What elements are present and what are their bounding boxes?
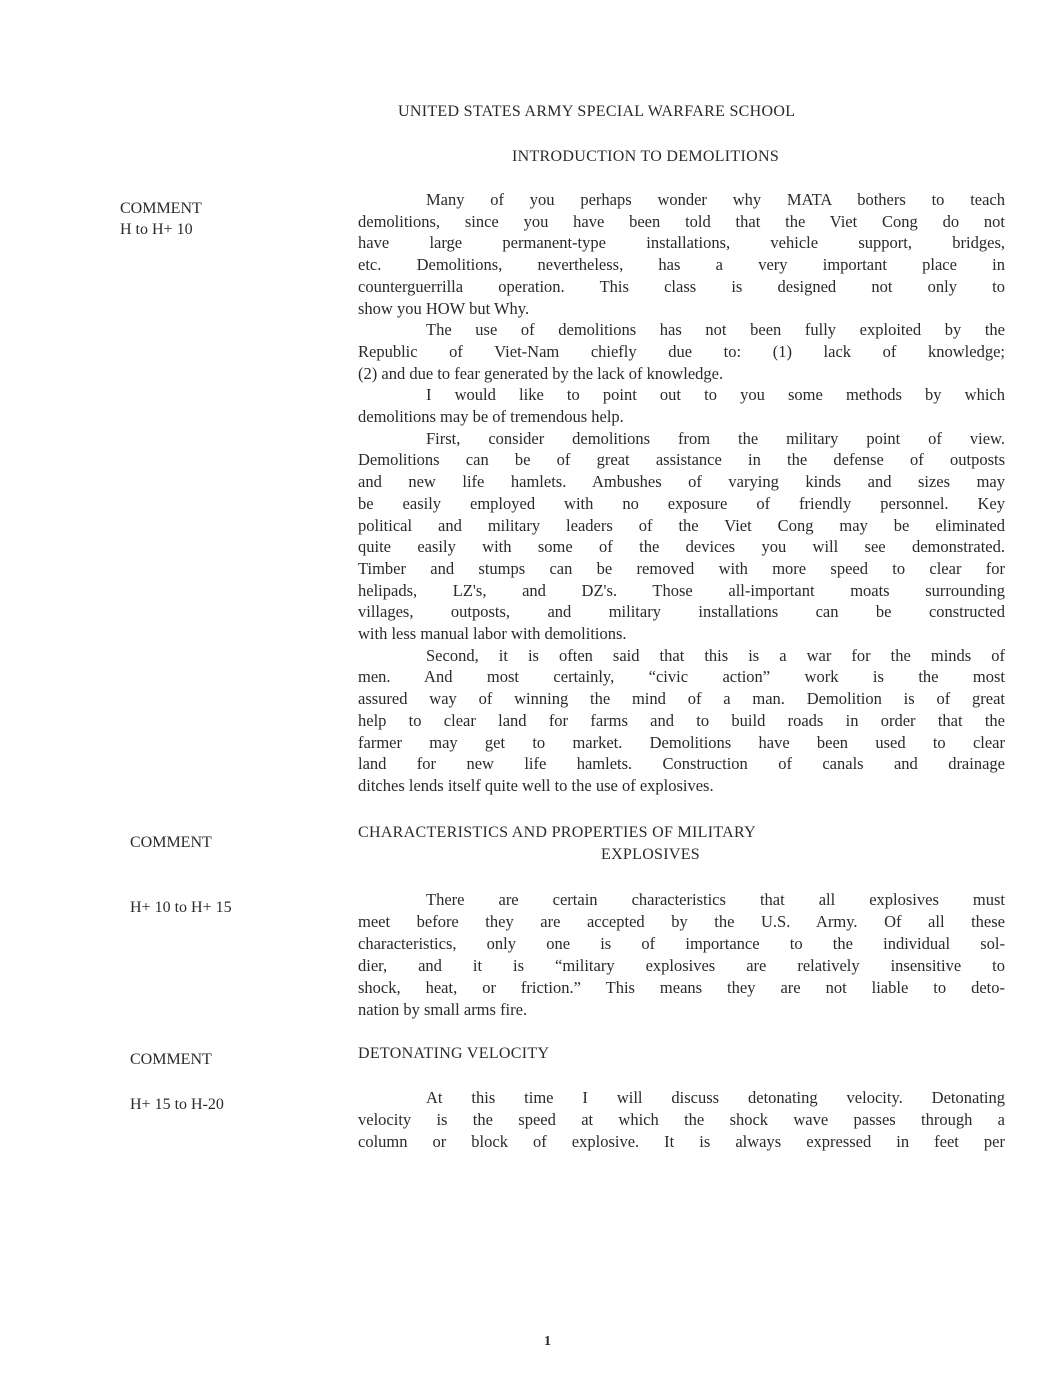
text-line: men. And most certainly, “civic action” work is the most bbox=[358, 667, 1005, 687]
text-line: First, consider demolitions from the military point of view. bbox=[426, 428, 1005, 448]
margin-time-1: H to H+ 10 bbox=[120, 221, 193, 238]
text-line: counterguerrilla operation. This class is designed not only to bbox=[358, 276, 1005, 296]
text-line: help to clear land for farms and to build roads in order that the bbox=[358, 710, 1005, 730]
text-line: political and military leaders of the Viet Cong may be eliminated bbox=[358, 515, 1005, 535]
text-line: Timber and stumps can be removed with more speed to clear for bbox=[358, 558, 1005, 578]
text-line: dier, and it is “military explosives are relatively insensitive to bbox=[358, 956, 1005, 975]
margin-comment-3: COMMENT bbox=[130, 1051, 212, 1068]
margin-time-2: H+ 10 to H+ 15 bbox=[130, 899, 232, 916]
text-line: demolitions may be of tremendous help. bbox=[358, 407, 624, 426]
text-line: I would like to point out to you some methods by which bbox=[426, 385, 1005, 405]
text-line: characteristics, only one is of importance to the individual sol- bbox=[358, 934, 1005, 953]
text-line: nation by small arms fire. bbox=[358, 1000, 528, 1019]
text-line: shock, heat, or friction.” This means they are not liable to deto- bbox=[358, 978, 1005, 997]
text-line: be easily employed with no exposure of friendly personnel. Key bbox=[358, 493, 1005, 513]
margin-comment-2: COMMENT bbox=[130, 834, 212, 851]
text-line: At this time I will discuss detonating velocity. Detonating bbox=[426, 1088, 1005, 1107]
page-number: 1 bbox=[544, 1334, 551, 1349]
section-heading-detonating-velocity: DETONATING VELOCITY bbox=[358, 1045, 550, 1062]
text-line: Second, it is often said that this is a war for the minds of bbox=[426, 645, 1005, 665]
document-title: INTRODUCTION TO DEMOLITIONS bbox=[512, 148, 780, 165]
text-line: Republic of Viet-Nam chiefly due to: (1) lack of knowledge; bbox=[358, 341, 1005, 361]
text-line: land for new life hamlets. Construction of canals and drainage bbox=[358, 754, 1005, 774]
text-line: etc. Demolitions, nevertheless, has a very important place in bbox=[358, 255, 1005, 275]
section-heading-characteristics: CHARACTERISTICS AND PROPERTIES OF MILITARY bbox=[358, 824, 756, 841]
text-line: column or block of explosive. It is always expressed in feet per bbox=[358, 1132, 1005, 1151]
text-line: The use of demolitions has not been fully exploited by the bbox=[426, 320, 1005, 340]
text-line: (2) and due to fear generated by the lack of knowledge. bbox=[358, 363, 724, 383]
text-line: Demolitions can be of great assistance in the defense of outposts bbox=[358, 450, 1005, 470]
text-line: velocity is the speed at which the shock wave passes through a bbox=[358, 1110, 1005, 1129]
text-line: show you HOW but Why. bbox=[358, 298, 530, 318]
text-line: meet before they are accepted by the U.S. Army. Of all these bbox=[358, 912, 1005, 931]
text-line: with less manual labor with demolitions. bbox=[358, 624, 627, 643]
text-line: helipads, LZ's, and DZ's. Those all-important moats surrounding bbox=[358, 580, 1005, 600]
text-line: and new life hamlets. Ambushes of varying kinds and sizes may bbox=[358, 472, 1005, 492]
school-title: UNITED STATES ARMY SPECIAL WARFARE SCHOOL bbox=[398, 103, 796, 120]
margin-time-3: H+ 15 to H-20 bbox=[130, 1096, 224, 1113]
text-line: have large permanent-type installations, vehicle support, bridges, bbox=[358, 233, 1005, 253]
text-line: villages, outposts, and military installations can be constructed bbox=[358, 602, 1005, 622]
text-line: Many of you perhaps wonder why MATA bothers to teach bbox=[426, 190, 1005, 209]
section-heading-explosives: EXPLOSIVES bbox=[601, 846, 701, 863]
text-line: There are certain characteristics that all explosives must bbox=[426, 890, 1005, 909]
text-line: assured way of winning the mind of a man. Demolition is of great bbox=[358, 689, 1005, 709]
text-line: ditches lends itself quite well to the use of explosives. bbox=[358, 775, 714, 795]
text-line: farmer may get to market. Demolitions have been used to clear bbox=[358, 732, 1005, 752]
margin-comment-1: COMMENT bbox=[120, 200, 202, 217]
text-line: demolitions, since you have been told that the Viet Cong do not bbox=[358, 211, 1005, 231]
text-line: quite easily with some of the devices you will see demonstrated. bbox=[358, 537, 1005, 557]
